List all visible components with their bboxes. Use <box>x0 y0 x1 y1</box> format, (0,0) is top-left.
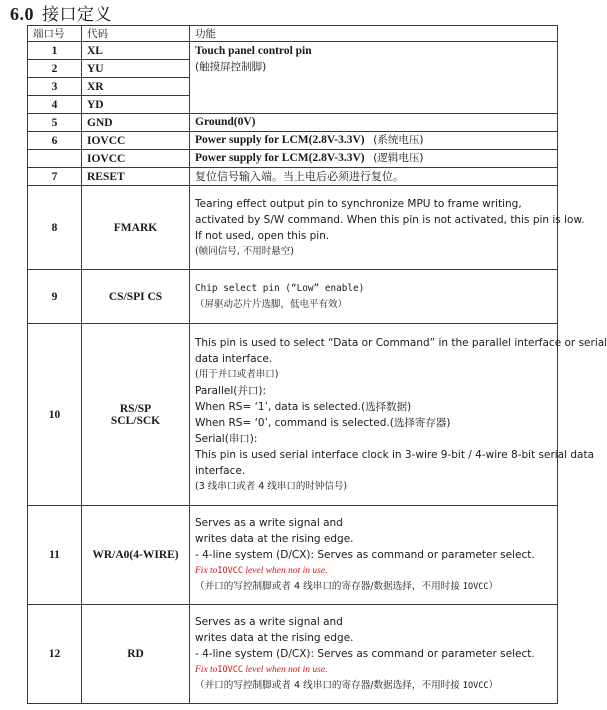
pin-function-note: (逻辑电压) <box>373 152 424 164</box>
pin-code-line: RS/SP <box>119 402 152 415</box>
pin-number: 7 <box>28 168 82 186</box>
fn-line: When RS= ‘0’, command is selected.(选择寄存器) <box>195 416 451 429</box>
fn-line: If not used, open this pin. <box>195 229 330 242</box>
table-row <box>28 186 558 270</box>
table-row <box>28 132 558 150</box>
section-heading: 接口定义 <box>42 5 112 25</box>
fn-line: writes data at the rising edge. <box>195 632 354 644</box>
fn-line: This pin is used serial interface clock in 3-wire 9-bit / 4-wire 8-bit serial data <box>195 448 595 461</box>
tail-text: （并口的写控制脚或者 4 线串口的寄存器/数据选择，不用时接 <box>195 581 463 592</box>
fn-line: Parallel(并口): <box>195 384 266 397</box>
fix-note <box>195 563 557 579</box>
pin-code: CS/SPI CS <box>82 270 190 324</box>
pin-definition-table <box>27 25 607 704</box>
fn-line: When RS= ‘1’, data is selected.(选择数据) <box>195 400 412 413</box>
fn-line: - 4-line system (D/CX): Serves as command or parameter select. <box>195 549 535 561</box>
table-row <box>28 168 558 186</box>
fn-line: Chip select pin (“Low” enable) <box>195 282 365 294</box>
pin-function <box>190 186 585 270</box>
pin-number: 10 <box>28 324 82 506</box>
fix-note-vcc: IOVCC <box>217 665 244 675</box>
pin-code-line: SCL/SCK <box>110 414 161 427</box>
tail-text: ） <box>488 581 499 592</box>
pin-code: RESET <box>82 168 190 186</box>
fn-line: Serves as a write signal and <box>195 517 343 529</box>
touch-panel-function <box>190 42 558 114</box>
pin-code: IOVCC <box>82 132 190 150</box>
fn-line: - 4-line system (D/CX): Serves as command or parameter select. <box>195 648 535 660</box>
pin-function: Ground(0V) <box>190 114 558 132</box>
pin-function-text: Power supply for LCM(2.8V-3.3V) <box>195 134 365 146</box>
fn-line: This pin is used to select “Data or Command” in the parallel interface or serial <box>195 336 607 349</box>
fn-line: (用于并口或者串口) <box>195 368 279 380</box>
section-number: 6.0 <box>10 4 34 24</box>
pin-code: YU <box>82 60 190 78</box>
section-title <box>10 0 112 25</box>
pin-function <box>190 270 558 324</box>
tail-vcc: IOVCC <box>462 582 489 592</box>
pin-number: 8 <box>28 186 82 270</box>
pin-function-text: Power supply for LCM(2.8V-3.3V) <box>195 152 365 164</box>
table-row <box>28 324 558 506</box>
pin-code: XL <box>82 42 190 60</box>
fix-note-text: level when not in use. <box>243 665 328 675</box>
pin-number: 3 <box>28 78 82 96</box>
fn-line: writes data at the rising edge. <box>195 533 354 545</box>
header-port-no: 端口号 <box>28 26 82 42</box>
pin-number: 4 <box>28 96 82 114</box>
touch-panel-desc: Touch panel control pin <box>195 45 312 57</box>
fix-note-text: Fix to <box>195 566 218 576</box>
pin-number: 12 <box>28 605 82 704</box>
fn-line: interface. <box>195 464 246 477</box>
pin-function <box>190 324 607 506</box>
table-header-row <box>28 26 558 42</box>
fn-line: Tearing effect output pin to synchronize MPU to frame writing, <box>195 197 522 210</box>
fn-line: activated by S/W command. When this pin is not activated, this pin is low. <box>195 213 585 226</box>
pin-code: FMARK <box>82 186 190 270</box>
pin-code: IOVCC <box>82 150 190 168</box>
pin-number: 5 <box>28 114 82 132</box>
pin-code: XR <box>82 78 190 96</box>
header-function: 功能 <box>190 26 558 42</box>
fix-note <box>195 662 557 678</box>
pin-code: WR/A0(4-WIRE) <box>82 506 190 605</box>
pin-code: GND <box>82 114 190 132</box>
table-row <box>28 150 558 168</box>
table-row <box>28 114 558 132</box>
pin-number: 11 <box>28 506 82 605</box>
fn-line: (帧同信号, 不用时悬空) <box>195 245 294 257</box>
pin-number: 9 <box>28 270 82 324</box>
table-row <box>28 506 558 605</box>
pin-function-note: (系统电压) <box>373 134 424 146</box>
pin-number <box>28 150 82 168</box>
table-row <box>28 270 558 324</box>
fn-line: (3 线串口或者 4 线串口的时钟信号) <box>195 480 348 492</box>
fix-note-vcc: IOVCC <box>217 566 244 576</box>
header-code: 代码 <box>82 26 190 42</box>
pin-code: YD <box>82 96 190 114</box>
pin-number: 1 <box>28 42 82 60</box>
pin-function <box>190 132 558 150</box>
pin-function: 复位信号输入端。当上电后必须进行复位。 <box>190 168 558 186</box>
table-row <box>28 42 558 60</box>
fix-note-text: Fix to <box>195 665 218 675</box>
touch-panel-note: (触摸屏控制脚) <box>195 61 267 73</box>
fn-tail-note <box>195 579 557 595</box>
fn-line: data interface. <box>195 352 273 365</box>
fn-line: Serial(串口): <box>195 432 258 445</box>
fn-tail-note <box>195 678 557 694</box>
fn-line: （屏驱动芯片片选脚，低电平有效） <box>195 298 348 310</box>
tail-text: ） <box>488 680 499 691</box>
pin-code <box>82 324 190 506</box>
pin-number: 2 <box>28 60 82 78</box>
tail-vcc: IOVCC <box>462 681 489 691</box>
fix-note-text: level when not in use. <box>243 566 328 576</box>
tail-text: （并口的写控制脚或者 4 线串口的寄存器/数据选择，不用时接 <box>195 680 463 691</box>
fn-line: Serves as a write signal and <box>195 616 343 628</box>
table-row <box>28 605 558 704</box>
pin-function <box>190 150 558 168</box>
pin-function <box>190 506 558 605</box>
pin-code: RD <box>82 605 190 704</box>
pin-number: 6 <box>28 132 82 150</box>
pin-function <box>190 605 558 704</box>
